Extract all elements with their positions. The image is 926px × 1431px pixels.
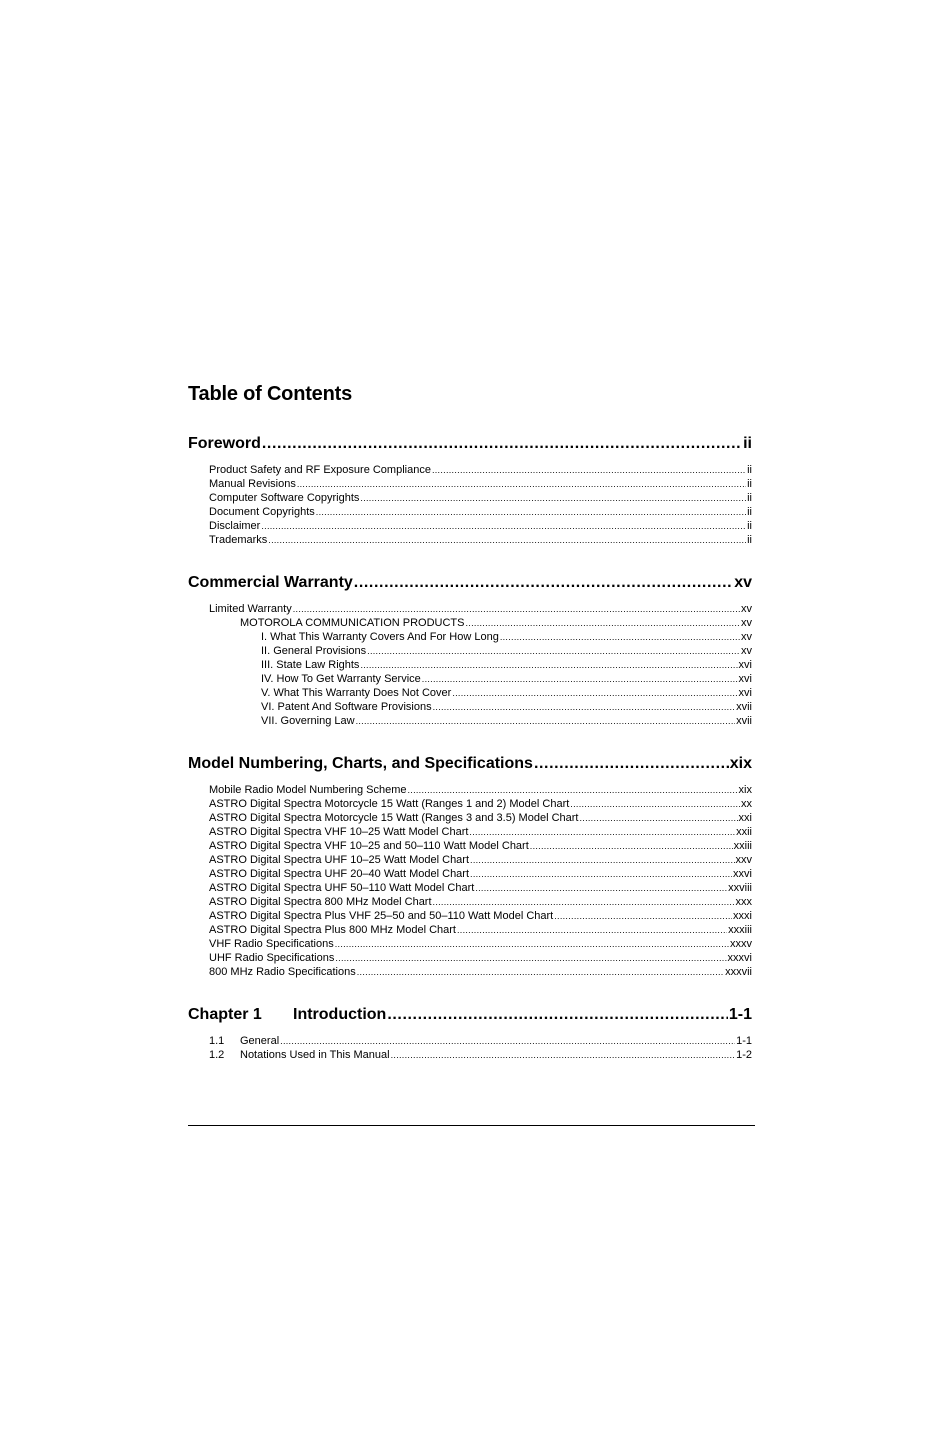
dot-leader xyxy=(280,1034,735,1048)
toc-entry-list xyxy=(188,463,752,547)
toc-entry[interactable] xyxy=(209,1048,752,1062)
toc-section-heading[interactable] xyxy=(188,433,752,455)
dot-leader xyxy=(457,923,727,937)
dot-leader xyxy=(391,1048,735,1062)
toc-entry[interactable] xyxy=(209,616,752,630)
entry-page-number: xxxv xyxy=(730,938,752,950)
dot-leader xyxy=(433,700,736,714)
entry-page-number: xxxvii xyxy=(725,966,752,978)
dot-leader xyxy=(357,965,724,979)
toc-entry[interactable] xyxy=(209,533,752,547)
entry-title: II. General Provisions xyxy=(261,645,367,657)
dot-leader xyxy=(534,753,729,775)
entry-title: ASTRO Digital Spectra UHF 20–40 Watt Model Chart xyxy=(209,868,470,880)
entry-title: 800 MHz Radio Specifications xyxy=(209,966,356,978)
dot-leader xyxy=(470,853,734,867)
dot-leader xyxy=(470,867,732,881)
toc-entry[interactable] xyxy=(209,909,752,923)
section-title: Introduction xyxy=(293,1006,387,1023)
entry-title: ASTRO Digital Spectra VHF 10–25 and 50–110 Watt Model Chart xyxy=(209,840,529,852)
toc-entry-list xyxy=(188,1034,752,1062)
entry-title: III. State Law Rights xyxy=(261,659,360,671)
entry-page-number: xv xyxy=(741,645,752,657)
footer-divider xyxy=(188,1125,755,1126)
entry-number: 1.2 xyxy=(209,1049,225,1061)
entry-title: General xyxy=(240,1035,280,1047)
entry-number: 1.1 xyxy=(209,1035,225,1047)
entry-page-number: ii xyxy=(747,520,752,532)
entry-page-number: xxx xyxy=(735,896,752,908)
section-page-number: 1-1 xyxy=(728,1006,752,1023)
toc-entry[interactable] xyxy=(209,923,752,937)
chapter-number: Chapter 1 xyxy=(188,1006,262,1023)
toc-entry[interactable] xyxy=(209,630,752,644)
entry-title: Computer Software Copyrights xyxy=(209,492,360,504)
dot-leader xyxy=(360,658,737,672)
dot-leader xyxy=(268,533,746,547)
entry-title: Document Copyrights xyxy=(209,506,315,518)
toc-entry[interactable] xyxy=(209,825,752,839)
toc-entry[interactable] xyxy=(209,853,752,867)
toc-entry[interactable] xyxy=(209,1034,752,1048)
entry-page-number: xv xyxy=(741,617,752,629)
entry-page-number: xxiii xyxy=(733,840,752,852)
dot-leader xyxy=(356,714,736,728)
entry-title: Limited Warranty xyxy=(209,603,292,615)
entry-page-number: ii xyxy=(747,464,752,476)
dot-leader xyxy=(360,491,746,505)
entry-title: V. What This Warranty Does Not Cover xyxy=(261,687,452,699)
toc-entry[interactable] xyxy=(209,602,752,616)
toc-entry[interactable] xyxy=(209,895,752,909)
page-title: Table of Contents xyxy=(188,383,353,405)
entry-title: UHF Radio Specifications xyxy=(209,952,335,964)
entry-page-number: 1-2 xyxy=(736,1049,752,1061)
entry-page-number: 1-1 xyxy=(736,1035,752,1047)
entry-page-number: xxxi xyxy=(733,910,752,922)
entry-page-number: xxi xyxy=(738,812,752,824)
dot-leader xyxy=(433,895,735,909)
entry-title: Trademarks xyxy=(209,534,268,546)
dot-leader xyxy=(452,686,737,700)
entry-page-number: xxvi xyxy=(733,868,752,880)
toc-section-commercial-warranty xyxy=(188,572,752,728)
dot-leader xyxy=(570,797,740,811)
entry-title: Disclaimer xyxy=(209,520,261,532)
entry-page-number: ii xyxy=(747,478,752,490)
entry-page-number: xx xyxy=(741,798,752,810)
entry-page-number: xvi xyxy=(738,673,752,685)
dot-leader xyxy=(554,909,732,923)
section-page-number: xv xyxy=(734,574,752,591)
section-title: Commercial Warranty xyxy=(188,574,353,591)
toc-entry[interactable] xyxy=(209,811,752,825)
entry-page-number: ii xyxy=(747,534,752,546)
toc-entry[interactable] xyxy=(209,658,752,672)
section-page-number: ii xyxy=(743,435,752,452)
entry-page-number: xv xyxy=(741,631,752,643)
toc-entry[interactable] xyxy=(209,644,752,658)
entry-page-number: xvii xyxy=(736,701,752,713)
entry-title: VI. Patent And Software Provisions xyxy=(261,701,432,713)
dot-leader xyxy=(293,602,740,616)
entry-title: ASTRO Digital Spectra Plus 800 MHz Model Chart xyxy=(209,924,456,936)
dot-leader xyxy=(262,433,742,455)
dot-leader xyxy=(354,572,733,594)
toc-section-heading[interactable] xyxy=(188,1004,752,1026)
dot-leader xyxy=(466,616,741,630)
toc-entry[interactable] xyxy=(209,783,752,797)
dot-leader xyxy=(500,630,740,644)
entry-page-number: xvi xyxy=(738,687,752,699)
entry-page-number: xxxvi xyxy=(727,952,752,964)
section-page-number: xix xyxy=(729,755,752,772)
toc-entry[interactable] xyxy=(209,491,752,505)
dot-leader xyxy=(316,505,746,519)
entry-title: ASTRO Digital Spectra Motorcycle 15 Watt (Ranges 3 and 3.5) Model Chart xyxy=(209,812,579,824)
entry-title: Notations Used in This Manual xyxy=(240,1049,390,1061)
dot-leader xyxy=(387,1004,728,1026)
toc-section-model-numbering xyxy=(188,753,752,979)
dot-leader xyxy=(407,783,737,797)
toc-section-chapter-1 xyxy=(188,1004,752,1062)
toc-entry[interactable] xyxy=(209,881,752,895)
entry-title: VHF Radio Specifications xyxy=(209,938,334,950)
entry-title: MOTOROLA COMMUNICATION PRODUCTS xyxy=(240,617,465,629)
toc-entry[interactable] xyxy=(209,867,752,881)
toc-entry[interactable] xyxy=(209,686,752,700)
dot-leader xyxy=(432,463,746,477)
dot-leader xyxy=(367,644,740,658)
entry-title: Manual Revisions xyxy=(209,478,296,490)
entry-title: ASTRO Digital Spectra UHF 50–110 Watt Model Chart xyxy=(209,882,475,894)
entry-title: VII. Governing Law xyxy=(261,715,355,727)
entry-page-number: xv xyxy=(741,603,752,615)
entry-title: IV. How To Get Warranty Service xyxy=(261,673,421,685)
entry-title: ASTRO Digital Spectra UHF 10–25 Watt Model Chart xyxy=(209,854,470,866)
dot-leader xyxy=(579,811,737,825)
entry-title: ASTRO Digital Spectra Plus VHF 25–50 and 50–110 Watt Model Chart xyxy=(209,910,554,922)
dot-leader xyxy=(335,937,729,951)
toc-entry[interactable] xyxy=(209,505,752,519)
toc-entry-list xyxy=(188,783,752,979)
toc-entry[interactable] xyxy=(209,839,752,853)
dot-leader xyxy=(422,672,738,686)
dot-leader xyxy=(475,881,727,895)
entry-title: I. What This Warranty Covers And For How Long xyxy=(261,631,499,643)
dot-leader xyxy=(469,825,735,839)
dot-leader xyxy=(297,477,746,491)
dot-leader xyxy=(261,519,746,533)
entry-page-number: xxv xyxy=(735,854,752,866)
toc-section-heading[interactable] xyxy=(188,753,752,775)
entry-page-number: xxxiii xyxy=(728,924,752,936)
toc-entry[interactable] xyxy=(209,937,752,951)
entry-title: ASTRO Digital Spectra Motorcycle 15 Watt (Ranges 1 and 2) Model Chart xyxy=(209,798,570,810)
toc-entry[interactable] xyxy=(209,700,752,714)
toc-entry[interactable] xyxy=(209,965,752,979)
toc-entry-list xyxy=(188,602,752,728)
dot-leader xyxy=(335,951,726,965)
entry-page-number: xvi xyxy=(738,659,752,671)
entry-title: ASTRO Digital Spectra VHF 10–25 Watt Model Chart xyxy=(209,826,469,838)
toc-entry[interactable] xyxy=(209,714,752,728)
toc-entry[interactable] xyxy=(209,951,752,965)
entry-page-number: ii xyxy=(747,506,752,518)
entry-page-number: xxii xyxy=(736,826,752,838)
toc-entry[interactable] xyxy=(209,463,752,477)
toc-entry[interactable] xyxy=(209,672,752,686)
entry-title: ASTRO Digital Spectra 800 MHz Model Chart xyxy=(209,896,432,908)
entry-title: Mobile Radio Model Numbering Scheme xyxy=(209,784,407,796)
section-title: Model Numbering, Charts, and Specifications xyxy=(188,755,533,772)
dot-leader xyxy=(530,839,733,853)
entry-page-number: xvii xyxy=(736,715,752,727)
toc-section-heading[interactable] xyxy=(188,572,752,594)
entry-page-number: xxviii xyxy=(728,882,752,894)
toc-entry[interactable] xyxy=(209,477,752,491)
entry-page-number: xix xyxy=(738,784,752,796)
toc-entry[interactable] xyxy=(209,519,752,533)
entry-page-number: ii xyxy=(747,492,752,504)
section-title: Foreword xyxy=(188,435,261,452)
entry-title: Product Safety and RF Exposure Compliance xyxy=(209,464,431,476)
toc-entry[interactable] xyxy=(209,797,752,811)
toc-section-foreword xyxy=(188,433,752,547)
